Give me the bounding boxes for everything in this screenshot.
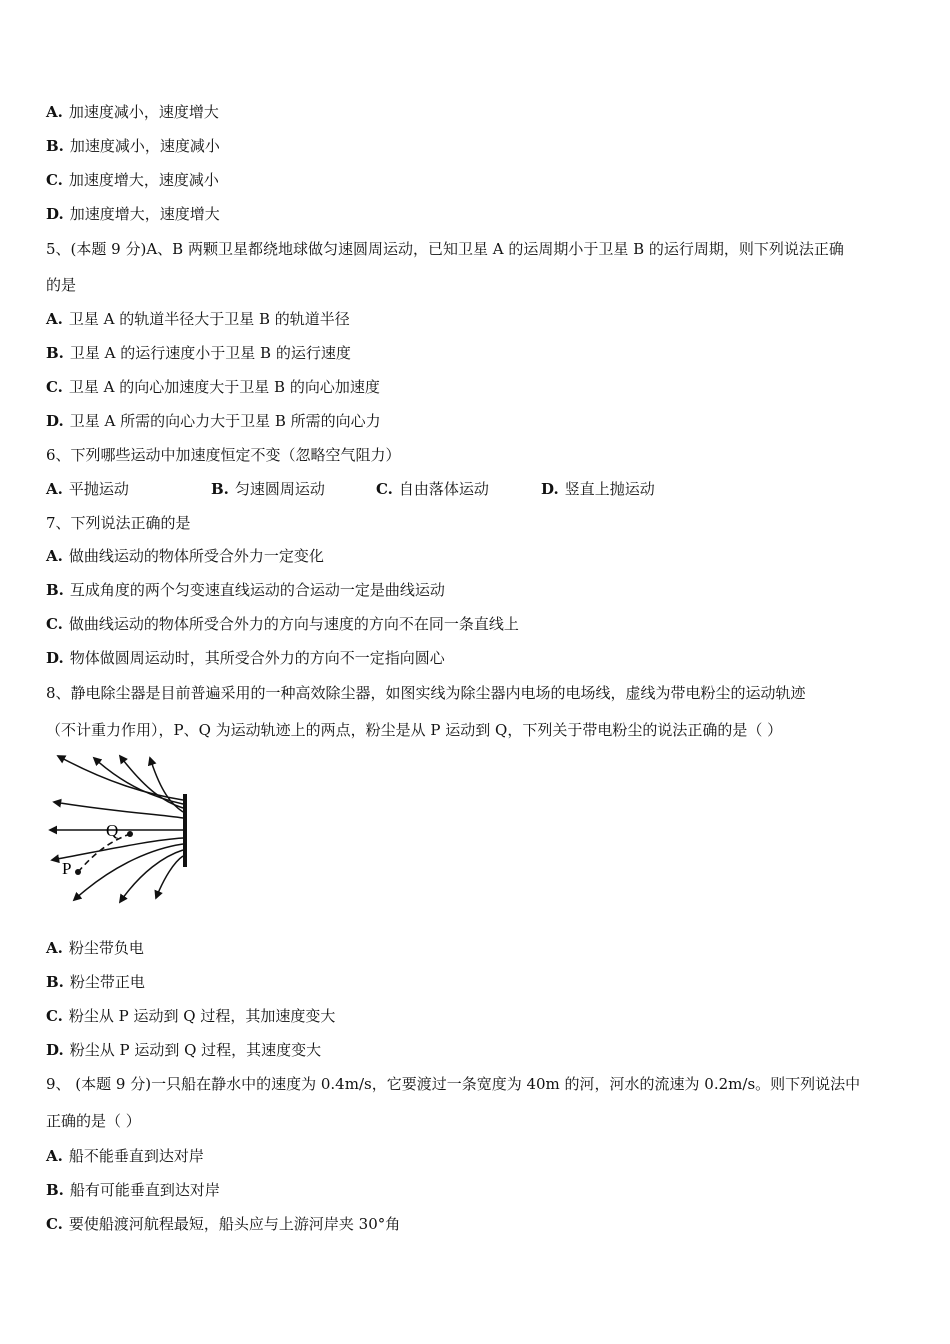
point-p <box>75 869 81 875</box>
q8-stem-line1: 8、静电除尘器是目前普遍采用的一种高效除尘器，如图实线为除尘器内电场的电场线，虚线为带电粉尘的运动轨迹 <box>46 684 806 702</box>
field-line <box>120 850 183 902</box>
q7-stem: 7、下列说法正确的是 <box>46 514 191 532</box>
electric-field-figure <box>46 752 196 912</box>
q5-option-d: D. 卫星 A 所需的向心力大于卫星 B 所需的向心力 <box>46 412 381 430</box>
q6-option-d: D. 竖直上抛运动 <box>541 480 655 498</box>
q7-option-b: B. 互成角度的两个匀变速直线运动的合运动一定是曲线运动 <box>46 581 445 599</box>
field-line <box>150 758 183 812</box>
q4-option-a: A. 加速度减小，速度增大 <box>46 103 219 121</box>
label-q: Q <box>106 821 119 840</box>
label-p: P <box>62 859 72 878</box>
q9-stem-line1: 9、 (本题 9 分)一只船在静水中的速度为 0.4m/s，它要渡过一条宽度为 40m 的河，河水的流速为 0.2m/s。则下列说法中 <box>46 1075 861 1093</box>
q5-stem-line2: 的是 <box>46 276 77 294</box>
q6-option-a: A. 平抛运动 <box>46 480 129 498</box>
q8-stem-line2: （不计重力作用），P、Q 为运动轨迹上的两点，粉尘是从 P 运动到 Q，下列关于带电粉尘的说法正确的是（ ） <box>46 721 783 739</box>
q9-option-b: B. 船有可能垂直到达对岸 <box>46 1181 220 1199</box>
q5-option-c: C. 卫星 A 的向心加速度大于卫星 B 的向心加速度 <box>46 378 380 396</box>
q4-option-c: C. 加速度增大，速度减小 <box>46 171 219 189</box>
q6-option-c: C. 自由落体运动 <box>376 480 489 498</box>
q6-stem: 6、下列哪些运动中加速度恒定不变（忽略空气阻力） <box>46 446 401 464</box>
q7-option-a: A. 做曲线运动的物体所受合外力一定变化 <box>46 547 324 565</box>
field-line <box>54 802 183 818</box>
q9-option-a: A. 船不能垂直到达对岸 <box>46 1147 204 1165</box>
q8-option-c: C. 粉尘从 P 运动到 Q 过程，其加速度变大 <box>46 1007 336 1025</box>
q5-option-a: A. 卫星 A 的轨道半径大于卫星 B 的轨道半径 <box>46 310 350 328</box>
point-q <box>127 831 133 837</box>
q5-stem-line1: 5、(本题 9 分)A、B 两颗卫星都绕地球做匀速圆周运动，已知卫星 A 的运周期小于卫星 B 的运行周期，则下列说法正确 <box>46 240 844 258</box>
q4-option-d: D. 加速度增大，速度增大 <box>46 205 220 223</box>
q8-option-b: B. 粉尘带正电 <box>46 973 145 991</box>
q5-option-b: B. 卫星 A 的运行速度小于卫星 B 的运行速度 <box>46 344 351 362</box>
field-line <box>156 856 183 898</box>
q7-option-c: C. 做曲线运动的物体所受合外力的方向与速度的方向不在同一条直线上 <box>46 615 519 633</box>
q9-stem-line2: 正确的是（ ） <box>46 1112 141 1130</box>
q6-options <box>46 479 655 499</box>
q6-option-b: B. 匀速圆周运动 <box>211 480 325 498</box>
q4-option-b: B. 加速度减小，速度减小 <box>46 137 220 155</box>
q8-option-d: D. 粉尘从 P 运动到 Q 过程，其速度变大 <box>46 1041 322 1059</box>
q9-option-c: C. 要使船渡河航程最短，船头应与上游河岸夹 30°角 <box>46 1215 401 1233</box>
q8-option-a: A. 粉尘带负电 <box>46 939 144 957</box>
q7-option-d: D. 物体做圆周运动时，其所受合外力的方向不一定指向圆心 <box>46 649 445 667</box>
